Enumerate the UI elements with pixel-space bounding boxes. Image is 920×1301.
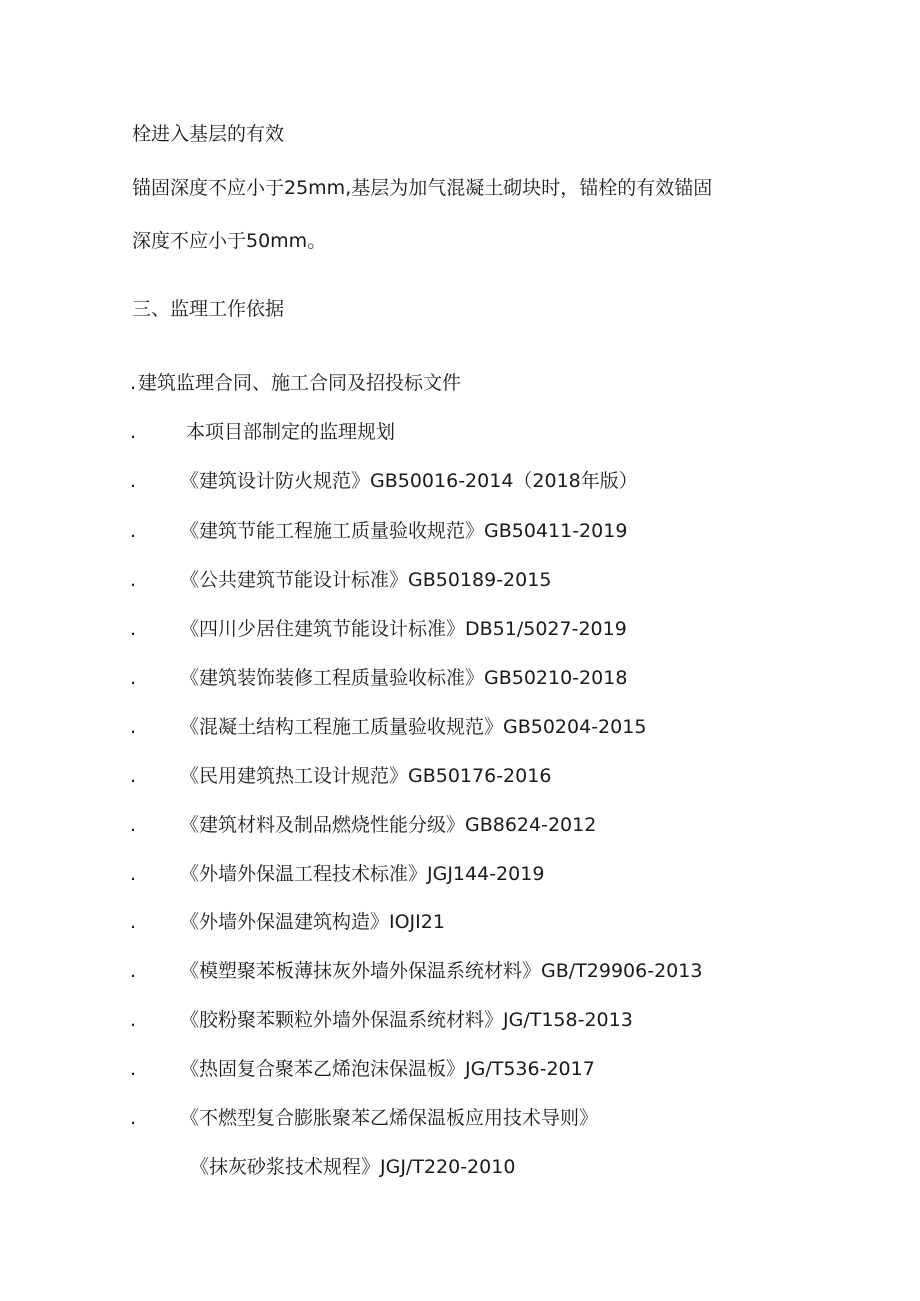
list-item [0,1008,920,1032]
list-item-text: 《混凝土结构工程施工质量验收规范》GB50204-2015 [180,716,647,738]
list-bullet: . [130,667,137,689]
list-item [0,420,920,444]
list-bullet: . [130,372,137,394]
list-bullet: . [130,470,137,492]
list-bullet: . [130,765,137,787]
list-item-text: 《民用建筑热工设计规范》GB50176-2016 [180,765,552,787]
list-item [0,568,920,592]
list-bullet: . [130,1058,137,1080]
section-heading: 三、监理工作依据 [132,298,285,320]
list-item-text: 本项目部制定的监理规划 [186,421,396,443]
list-item-text: 建筑监理合同、施工合同及招投标文件 [138,372,462,394]
list-item-text: 《外墙外保温建筑构造》IOJI21 [180,911,445,933]
list-item [0,813,920,837]
list-item-text: 《模塑聚苯板薄抹灰外墙外保温系统材料》GB/T29906-2013 [180,960,703,982]
list-item [0,959,920,983]
list-bullet: . [130,1009,137,1031]
list-item [0,764,920,788]
list-bullet: . [130,618,137,640]
list-item-text: 《建筑材料及制品燃烧性能分级》GB8624-2012 [180,814,597,836]
list-bullet: . [130,960,137,982]
list-item-text: 《不燃型复合膨胀聚苯乙烯保温板应用技术导则》 [180,1107,599,1129]
list-item [0,910,920,934]
list-bullet: . [130,520,137,542]
list-item [0,469,920,493]
list-item-text: 《建筑设计防火规范》GB50016-2014（2018年版） [180,470,638,492]
intro-line-1: 栓进入基层的有效 [132,123,285,145]
intro-line-2: 锚固深度不应小于25mm,基层为加气混凝土砌块时，锚栓的有效锚固 [132,177,713,199]
list-item [0,519,920,543]
list-bullet: . [130,569,137,591]
list-item-text: 《建筑装饰装修工程质量验收标准》GB50210-2018 [180,667,628,689]
list-bullet: . [130,421,137,443]
list-bullet: . [130,863,137,885]
intro-line-3: 深度不应小于50mm。 [132,230,327,252]
list-item-text: 《四川少居住建筑节能设计标准》DB51/5027-2019 [180,618,627,640]
list-item [0,715,920,739]
list-item [0,862,920,886]
list-item [0,1155,920,1179]
list-bullet: . [130,1107,137,1129]
list-item-text: 《外墙外保温工程技术标准》JGJ144-2019 [180,863,545,885]
list-item [0,371,920,395]
list-item [0,1106,920,1130]
list-item-text: 《热固复合聚苯乙烯泡沫保温板》JG/T536-2017 [180,1058,595,1080]
list-item-text: 《抹灰砂浆技术规程》JGJ/T220-2010 [190,1156,516,1178]
list-item [0,1057,920,1081]
list-bullet: . [130,814,137,836]
list-item [0,666,920,690]
list-item-text: 《公共建筑节能设计标准》GB50189-2015 [180,569,552,591]
list-item [0,617,920,641]
list-bullet: . [130,911,137,933]
list-bullet: . [130,716,137,738]
list-item-text: 《建筑节能工程施工质量验收规范》GB50411-2019 [180,520,628,542]
list-item-text: 《胶粉聚苯颗粒外墙外保温系统材料》JG/T158-2013 [180,1009,633,1031]
